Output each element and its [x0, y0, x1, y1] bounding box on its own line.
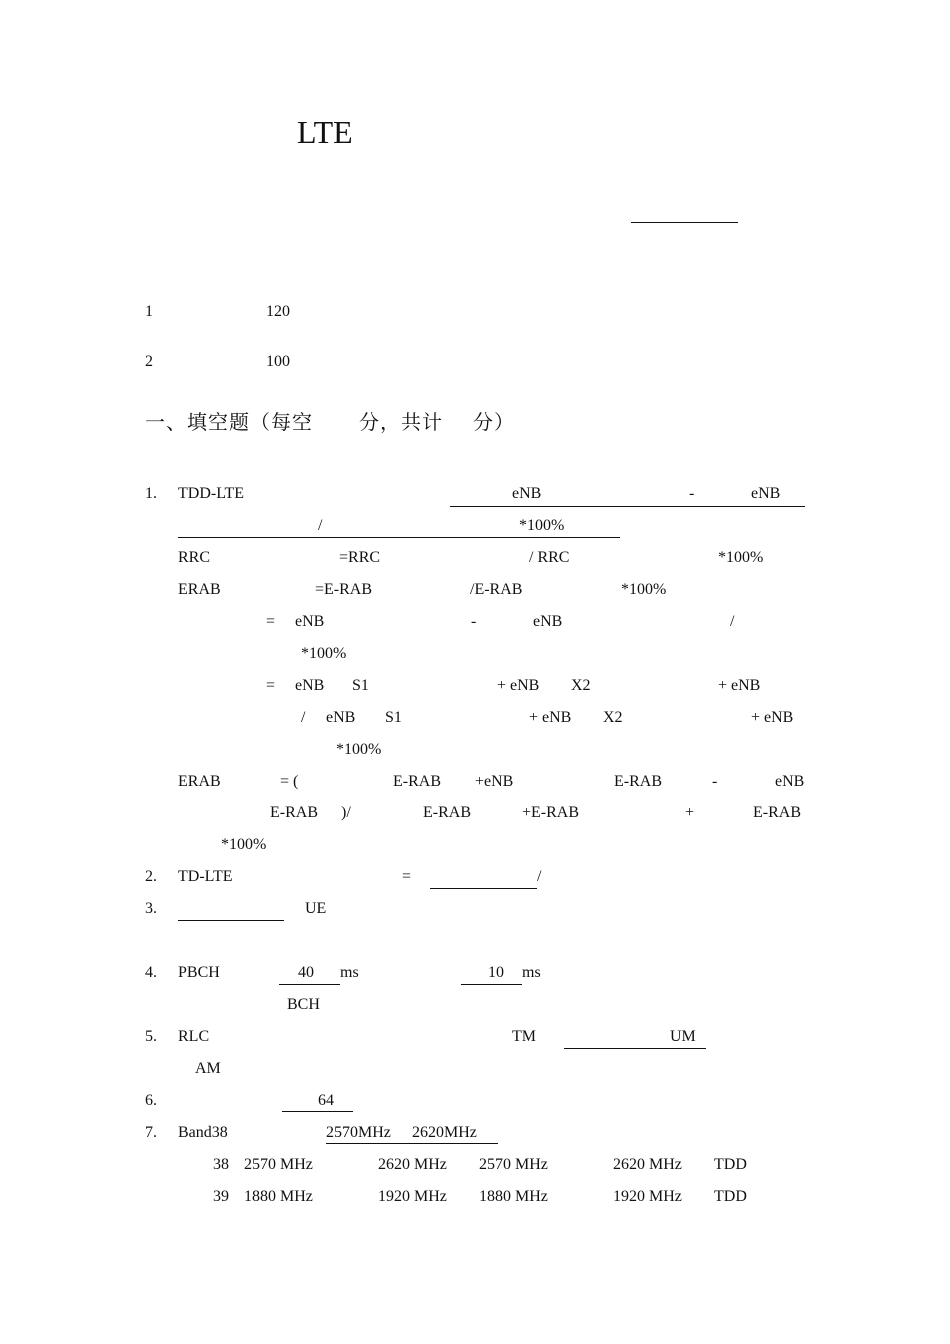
q4-value-2: 10: [488, 964, 504, 981]
q1-erab3-close: )/: [341, 804, 351, 821]
q1-f3-x2: X2: [603, 709, 623, 726]
q4-number: 4.: [145, 964, 157, 981]
section-heading-part-c: 分）: [473, 410, 515, 434]
q1-tdd-lte: TDD-LTE: [178, 485, 245, 502]
q1-erab2-enb: eNB: [775, 773, 805, 790]
q1-f3-enb: eNB: [326, 709, 356, 726]
q1-l2-pct: *100%: [519, 517, 565, 534]
q1-f3-plus-enb-b: + eNB: [751, 709, 794, 726]
q7-row-2-f3: 1880 MHz: [479, 1188, 548, 1205]
q1-erab2-plus-enb: +eNB: [475, 773, 514, 790]
q1-f3-pct: *100%: [336, 741, 382, 758]
q1-number: 1.: [145, 485, 157, 502]
q1-rrc-label: RRC: [178, 549, 211, 566]
q7-row-1-f4: 2620 MHz: [613, 1156, 682, 1173]
q5-am: AM: [195, 1060, 221, 1077]
q1-rrc-eq: =RRC: [339, 549, 381, 566]
q7-row-1-f2: 2620 MHz: [378, 1156, 447, 1173]
q1-f2-plus-enb-a: + eNB: [497, 677, 540, 694]
q2-label: TD-LTE: [178, 868, 233, 885]
q7-blank-line: [326, 1143, 498, 1144]
q3-number: 3.: [145, 900, 157, 917]
q5-number: 5.: [145, 1028, 157, 1045]
q2-blank-line: [430, 888, 537, 889]
q1-f1-enb-a: eNB: [295, 613, 325, 630]
section-heading-part-a: 一、填空题（每空: [145, 410, 313, 434]
q3-blank-line: [178, 920, 284, 921]
q1-erab-slash: /E-RAB: [470, 581, 523, 598]
q1-erab3-erab-c: E-RAB: [753, 804, 801, 821]
q1-f2-plus-enb-b: + eNB: [718, 677, 761, 694]
item-1-number: 1: [145, 303, 153, 320]
q1-erab2-label: ERAB: [178, 773, 221, 790]
q3-ue: UE: [305, 900, 327, 917]
q7-range-b: 2620MHz: [412, 1124, 477, 1141]
q4-blank-line-1: [279, 984, 340, 985]
page-title: LTE: [297, 114, 353, 150]
q7-row-1-mode: TDD: [714, 1156, 747, 1173]
q5-tm: TM: [512, 1028, 536, 1045]
q5-um: UM: [670, 1028, 696, 1045]
q1-l2-underline: [178, 537, 620, 538]
section-heading: [145, 408, 515, 436]
q1-f1-enb-b: eNB: [533, 613, 563, 630]
q1-f2-x2: X2: [571, 677, 591, 694]
q6-value: 64: [318, 1092, 334, 1109]
q1-f3-plus-enb-a: + eNB: [529, 709, 572, 726]
q4-pbch: PBCH: [178, 964, 220, 981]
q4-ms-2: ms: [522, 964, 541, 981]
q2-slash: /: [537, 868, 542, 885]
q7-row-1-f1: 2570 MHz: [244, 1156, 313, 1173]
item-2-value: 100: [266, 353, 290, 370]
q1-rrc-pct: *100%: [718, 549, 764, 566]
q1-erab-eq: =E-RAB: [315, 581, 373, 598]
q4-bch: BCH: [287, 996, 320, 1013]
q1-erab3-erab-a: E-RAB: [270, 804, 318, 821]
q1-f1-slash: /: [730, 613, 735, 630]
q1-erab3-plus: +: [685, 804, 695, 821]
q1-l1-enb-a: eNB: [512, 485, 542, 502]
item-2-number: 2: [145, 353, 153, 370]
q1-f1-eq: =: [266, 613, 276, 630]
q7-row-2-mode: TDD: [714, 1188, 747, 1205]
q7-row-2-band: 39: [213, 1188, 229, 1205]
q1-erab2-eq: = (: [280, 773, 299, 790]
q1-l1-enb-b: eNB: [751, 485, 781, 502]
q4-value-1: 40: [298, 964, 314, 981]
q1-f1-pct: *100%: [301, 645, 347, 662]
q1-erab-label: ERAB: [178, 581, 221, 598]
item-1-value: 120: [266, 303, 290, 320]
q1-erab3-erab-b: E-RAB: [423, 804, 471, 821]
q1-erab-pct: *100%: [621, 581, 667, 598]
q1-l1-underline: [450, 506, 805, 507]
q4-blank-line-2: [461, 984, 522, 985]
q1-f2-s1: S1: [352, 677, 369, 694]
q7-row-2-f1: 1880 MHz: [244, 1188, 313, 1205]
q1-l1-dash: -: [689, 485, 695, 502]
q7-row-1-band: 38: [213, 1156, 229, 1173]
q5-blank-line: [564, 1048, 706, 1049]
q7-band: Band38: [178, 1124, 228, 1141]
name-blank-line: [631, 222, 738, 223]
q7-number: 7.: [145, 1124, 157, 1141]
q7-row-1-f3: 2570 MHz: [479, 1156, 548, 1173]
q7-row-2-f4: 1920 MHz: [613, 1188, 682, 1205]
q7-row-2-f2: 1920 MHz: [378, 1188, 447, 1205]
q1-f3-slash: /: [301, 709, 306, 726]
q1-rrc-slash: / RRC: [529, 549, 570, 566]
q1-l2-slash: /: [318, 517, 323, 534]
q1-erab2-erab-b: E-RAB: [614, 773, 662, 790]
q1-erab2-dash: -: [712, 773, 718, 790]
q1-erab2-erab-a: E-RAB: [393, 773, 441, 790]
section-heading-part-b: 分，共计: [359, 410, 443, 434]
q7-range-a: 2570MHz: [326, 1124, 391, 1141]
q5-rlc: RLC: [178, 1028, 210, 1045]
q6-number: 6.: [145, 1092, 157, 1109]
q6-blank-line: [282, 1111, 353, 1112]
q1-erab3-plus-erab: +E-RAB: [522, 804, 580, 821]
q1-f3-s1: S1: [385, 709, 402, 726]
q1-f2-enb: eNB: [295, 677, 325, 694]
q1-f1-dash: -: [471, 613, 477, 630]
q2-number: 2.: [145, 868, 157, 885]
q1-f2-eq: =: [266, 677, 276, 694]
q2-eq: =: [402, 868, 412, 885]
q1-erab3-pct: *100%: [221, 836, 267, 853]
q4-ms-1: ms: [340, 964, 359, 981]
